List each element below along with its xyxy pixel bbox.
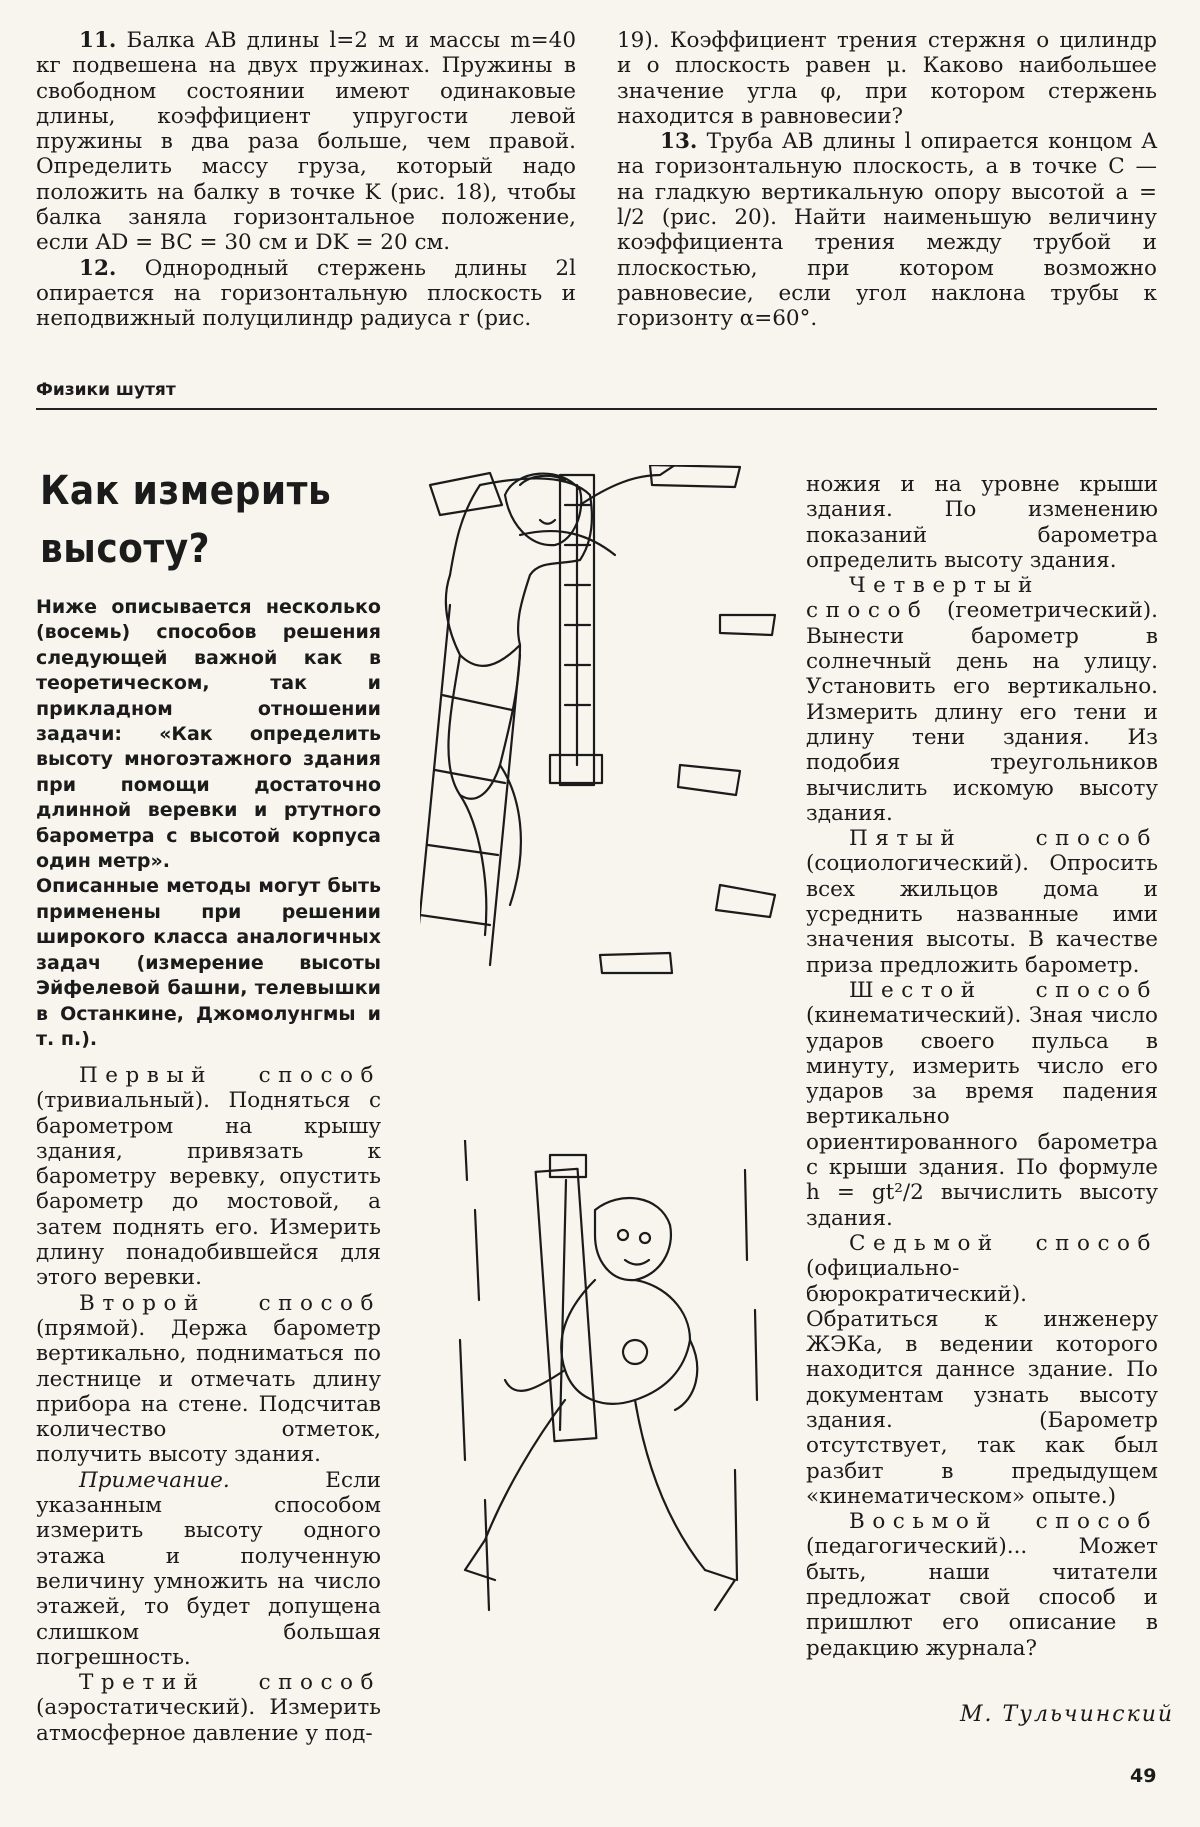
method-5-heading: Пятый способ: [849, 826, 1158, 852]
brick-icon: [720, 615, 775, 635]
note-text: Если указанным способом измерить высоту одного этажа и полученную величину умножить на число этажей, то будет допущена слишком большая погрешность.: [36, 1467, 381, 1670]
article-lead: [36, 595, 381, 1052]
problem-12-text: Однородный стержень длины 2l опирается на горизонтальную плоскость и неподвижный полуцилиндр радиуса r (рис.: [36, 255, 576, 332]
problem-13: [617, 129, 1157, 331]
problem-11: [36, 28, 576, 256]
illustration-ladder: [420, 465, 780, 975]
pocket-watch-icon: [623, 1340, 647, 1364]
problems-left-column: [36, 28, 576, 332]
problem-13-text: Труба AB длины l опирается концом A на горизонтальную плоскость, а в точке C — на гладкую вертикальную опору высотой a = l/2 (рис. 20). Найти наименьшую величину коэффициента трения между трубой и плоскостью, при котором возможно равновесие, если угол наклона трубы к горизонту α=60°.: [617, 129, 1157, 332]
method-1-heading: Первый способ: [79, 1063, 381, 1088]
method-3-text: (аэростатический). Измерить атмосферное давление у под-: [36, 1695, 381, 1746]
method-2-heading: Второй способ: [79, 1290, 381, 1316]
method-5-text: (социологический). Опросить всех жильцов дома и усреднить названные ими значения высоты. В качестве приза предложить барометр.: [806, 851, 1158, 978]
note: [36, 1468, 381, 1670]
method-6-heading: Шестой способ: [849, 977, 1158, 1003]
method-7: [806, 1231, 1158, 1509]
method-8-heading: Восьмой способ: [849, 1509, 1158, 1535]
brick-icon: [716, 885, 775, 917]
method-5: [806, 826, 1158, 978]
method-8-text: (педагогический)... Может быть, наши читатели предложат свой способ и пришлют его описание в редакцию журнала?: [806, 1534, 1158, 1661]
method-7-text: (официально-бюрократический). Обратиться к инженеру ЖЭКа, в ведении которого находится даннсе здание. По документам узнать высоту здания. (Барометр отсутствует, так как был разбит в предыдущем «кинематическом» опыте.): [806, 1256, 1158, 1509]
brick-icon: [678, 765, 740, 795]
method-3-heading: Третий способ: [79, 1670, 381, 1696]
author-signature: М. Тульчинский: [960, 1702, 1175, 1727]
method-4: [806, 573, 1158, 826]
problems-right-column: [617, 28, 1157, 332]
section-divider: [36, 408, 1157, 410]
method-8: [806, 1509, 1158, 1661]
method-3-continuation: ножия и на уровне крыши здания. По изменению показаний барометра определить высоту здания.: [806, 472, 1158, 573]
brick-icon: [600, 953, 672, 973]
brick-icon: [650, 465, 740, 487]
section-label: Физики шутят: [36, 380, 176, 400]
method-6: [806, 978, 1158, 1231]
method-6-text: (кинематический). Зная число ударов своего пульса в минуту, измерить число его ударов за время падения вертикально ориентированного барометра с крыши здания. По формуле h = gt²/2 вычислить высоту здания.: [806, 1003, 1158, 1231]
method-7-heading: Седьмой способ: [849, 1230, 1158, 1256]
problem-11-number: 11.: [79, 28, 117, 53]
article-left-column: [36, 1063, 381, 1746]
problem-11-text: Балка AB длины l=2 м и массы m=40 кг подвешена на двух пружинах. Пружины в свободном состоянии имеют одинаковые длины, коэффициент упругости левой пружины в два раза больше, чем правой. Определить массу груза, который надо положить на балку в точке K (рис. 18), чтобы балка заняла горизонтальное положение, если AD = BC = 30 см и DK = 20 см.: [36, 28, 576, 256]
article-title-line-1: Как измерить: [40, 468, 332, 514]
problem-12: [36, 256, 576, 332]
problem-13-number: 13.: [660, 129, 698, 155]
article-title: [40, 462, 370, 578]
article-title-line-2: высоту?: [40, 526, 211, 572]
illustration-falling: [445, 1140, 785, 1680]
problem-12-continuation: 19). Коэффициент трения стержня о цилиндр и о плоскость равен μ. Каково наибольшее значение угла φ, при котором стержень находится в равновесии?: [617, 28, 1157, 129]
method-4-text: (геометрический). Вынести барометр в солнечный день на улицу. Установить его вертикально. Измерить длину его тени и длину тени здания. Из подобия треугольников вычислить искомую высоту здания.: [806, 598, 1158, 826]
method-4-heading: Четвертый способ: [806, 573, 1040, 624]
article-right-column: [806, 472, 1158, 1661]
method-3: [36, 1670, 381, 1746]
page-number: 49: [1130, 1765, 1157, 1787]
method-2-text: (прямой). Держа барометр вертикально, подниматься по лестнице и отмечать длину прибора на стене. Подсчитав количество отметок, получить высоту здания.: [36, 1315, 381, 1468]
method-2: [36, 1291, 381, 1468]
method-1: [36, 1063, 381, 1291]
method-1-text: (тривиальный). Подняться с барометром на крышу здания, привязать к барометру веревку, опустить барометр до мостовой, а затем поднять его. Измерить длину понадобившейся для этого веревки.: [36, 1088, 381, 1291]
lead-paragraph-2: Описанные методы могут быть применены при решении широкого класса аналогичных задач (измерение высоты Эйфелевой башни, телевышки в Останкине, Джомолунгмы и т. п.).: [36, 875, 381, 1050]
lead-paragraph-1: Ниже описывается несколько (восемь) способов решения следующей важной как в теоретическом, так и прикладном отношении задачи: «Как определить высоту многоэтажного здания при помощи достаточно длинной веревки и ртутного барометра с высотой корпуса один метр».: [36, 596, 381, 873]
problem-12-number: 12.: [79, 255, 117, 281]
note-heading: Примечание.: [79, 1467, 230, 1493]
